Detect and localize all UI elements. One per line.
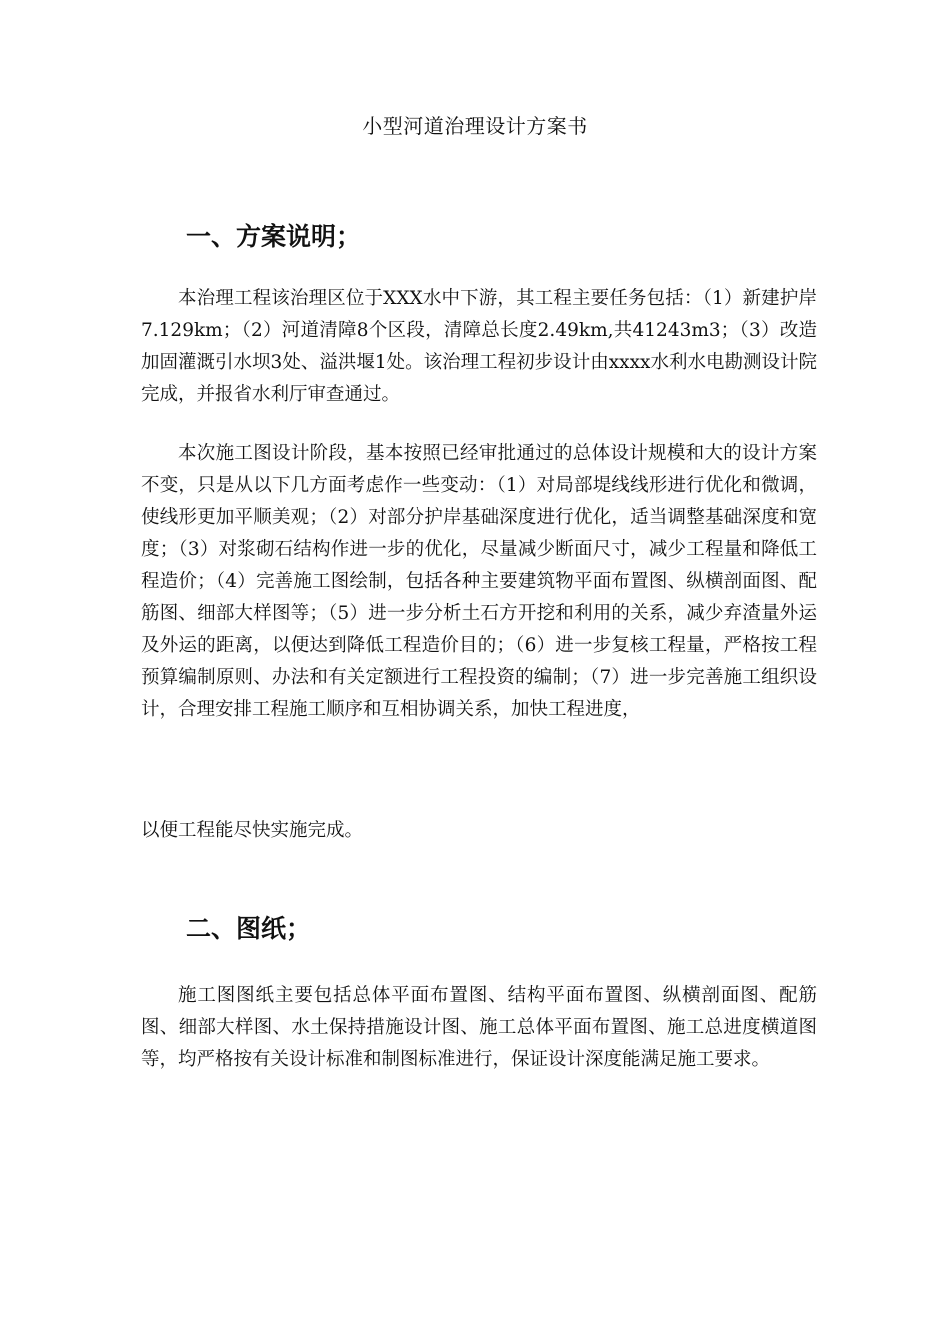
paragraph-design-changes: 本次施工图设计阶段，基本按照已经审批通过的总体设计规模和大的设计方案不变，只是从以下几方面考虑作一些变动：（1）对局部堤线线形进行优化和微调，使线形更加平顺美观；（2）对部分护岸基础深度进行优化，适当调整基础深度和宽度；（3）对浆砌石结构作进一步的优化，尽量减少断面尺寸，减少工程量和降低工程造价；（4）完善施工图绘制，包括各种主要建筑物平面布置图、纵横剖面图、配筋图、细部大样图等；（5）进一步分析土石方开挖和利用的关系，减少弃渣量外运及外运的距离，以便达到降低工程造价目的；（6）进一步复核工程量，严格按工程预算编制原则、办法和有关定额进行工程投资的编制；（7）进一步完善施工组织设计，合理安排工程施工顺序和互相协调关系，加快工程进度，: [141, 443, 817, 720]
paragraph-completion-note: 以便工程能尽快实施完成。: [141, 820, 364, 841]
section-heading-plan-description: 一、方案说明；: [186, 222, 362, 251]
paragraph-project-overview: 本治理工程该治理区位于XXX水中下游，其工程主要任务包括：（1）新建护岸7.129km；（2）河道清障8个区段，清障总长度2.49km,共41243m3；（3）改造加固灌溉引水坝3处、溢洪堰1处。该治理工程初步设计由xxxx水利水电勘测设计院完成，并报省水利厅审查通过。: [141, 288, 817, 405]
document-title: 小型河道治理设计方案书: [362, 114, 588, 138]
section-heading-drawings: 二、图纸；: [186, 914, 312, 943]
paragraph-drawings-description: 施工图图纸主要包括总体平面布置图、结构平面布置图、纵横剖面图、配筋图、细部大样图、水土保持措施设计图、施工总体平面布置图、施工总进度横道图等，均严格按有关设计标准和制图标准进行，保证设计深度能满足施工要求。: [141, 985, 817, 1070]
